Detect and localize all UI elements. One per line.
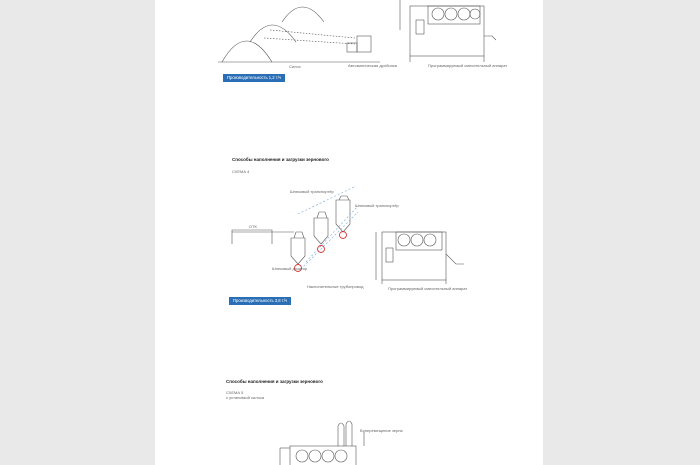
label-crusher: Автоматическая дробилка [348,63,398,68]
capacity-badge-1: Производительность 1,2 т/ч [223,74,285,82]
silo-dome-1 [222,41,272,62]
label-machine-1: Программируемый смесительный аппарат [428,63,508,68]
hopper-2 [314,218,328,244]
label-screw-1: Шнековый транспортёр [290,189,334,194]
crusher-box [357,36,371,52]
diagram-scheme-4 [232,186,464,284]
mixer-machine [410,6,484,56]
label-pipeline: Наклонительные трубопровод [307,284,364,289]
section-heading-3: Способы наполнения и загрузки зернового [226,379,323,384]
label-silo: Силос [289,64,301,69]
label-pipe: В, перемещение зерна [360,428,403,433]
diagram-scheme-5 [280,421,364,465]
mixer-machine-3 [290,446,356,465]
diagram-scheme-top [218,0,496,62]
label-big-bag: ОТК [249,224,257,229]
label-hopper: Шнековый дозатор [272,266,308,271]
marker-3 [340,232,347,239]
scheme-label-4: СХЕМА 4 [232,169,250,174]
section-heading-2: Способы наполнения и загрузки зернового [232,157,329,162]
label-machine-2: Программируемый смесительный аппарат [388,286,468,291]
capacity-badge-2: Производительность 3,8 т/ч [229,297,291,305]
silo-dome-3 [282,7,324,22]
scheme-sub-5: с установкой силоса [226,395,265,400]
label-screw-2: Шнековый транспортёр [355,203,399,208]
hopper-3 [336,200,350,232]
scheme-label-5: СХЕМА 5 [226,390,244,395]
mixer-machine-2 [382,232,446,280]
hopper-1 [291,238,305,264]
